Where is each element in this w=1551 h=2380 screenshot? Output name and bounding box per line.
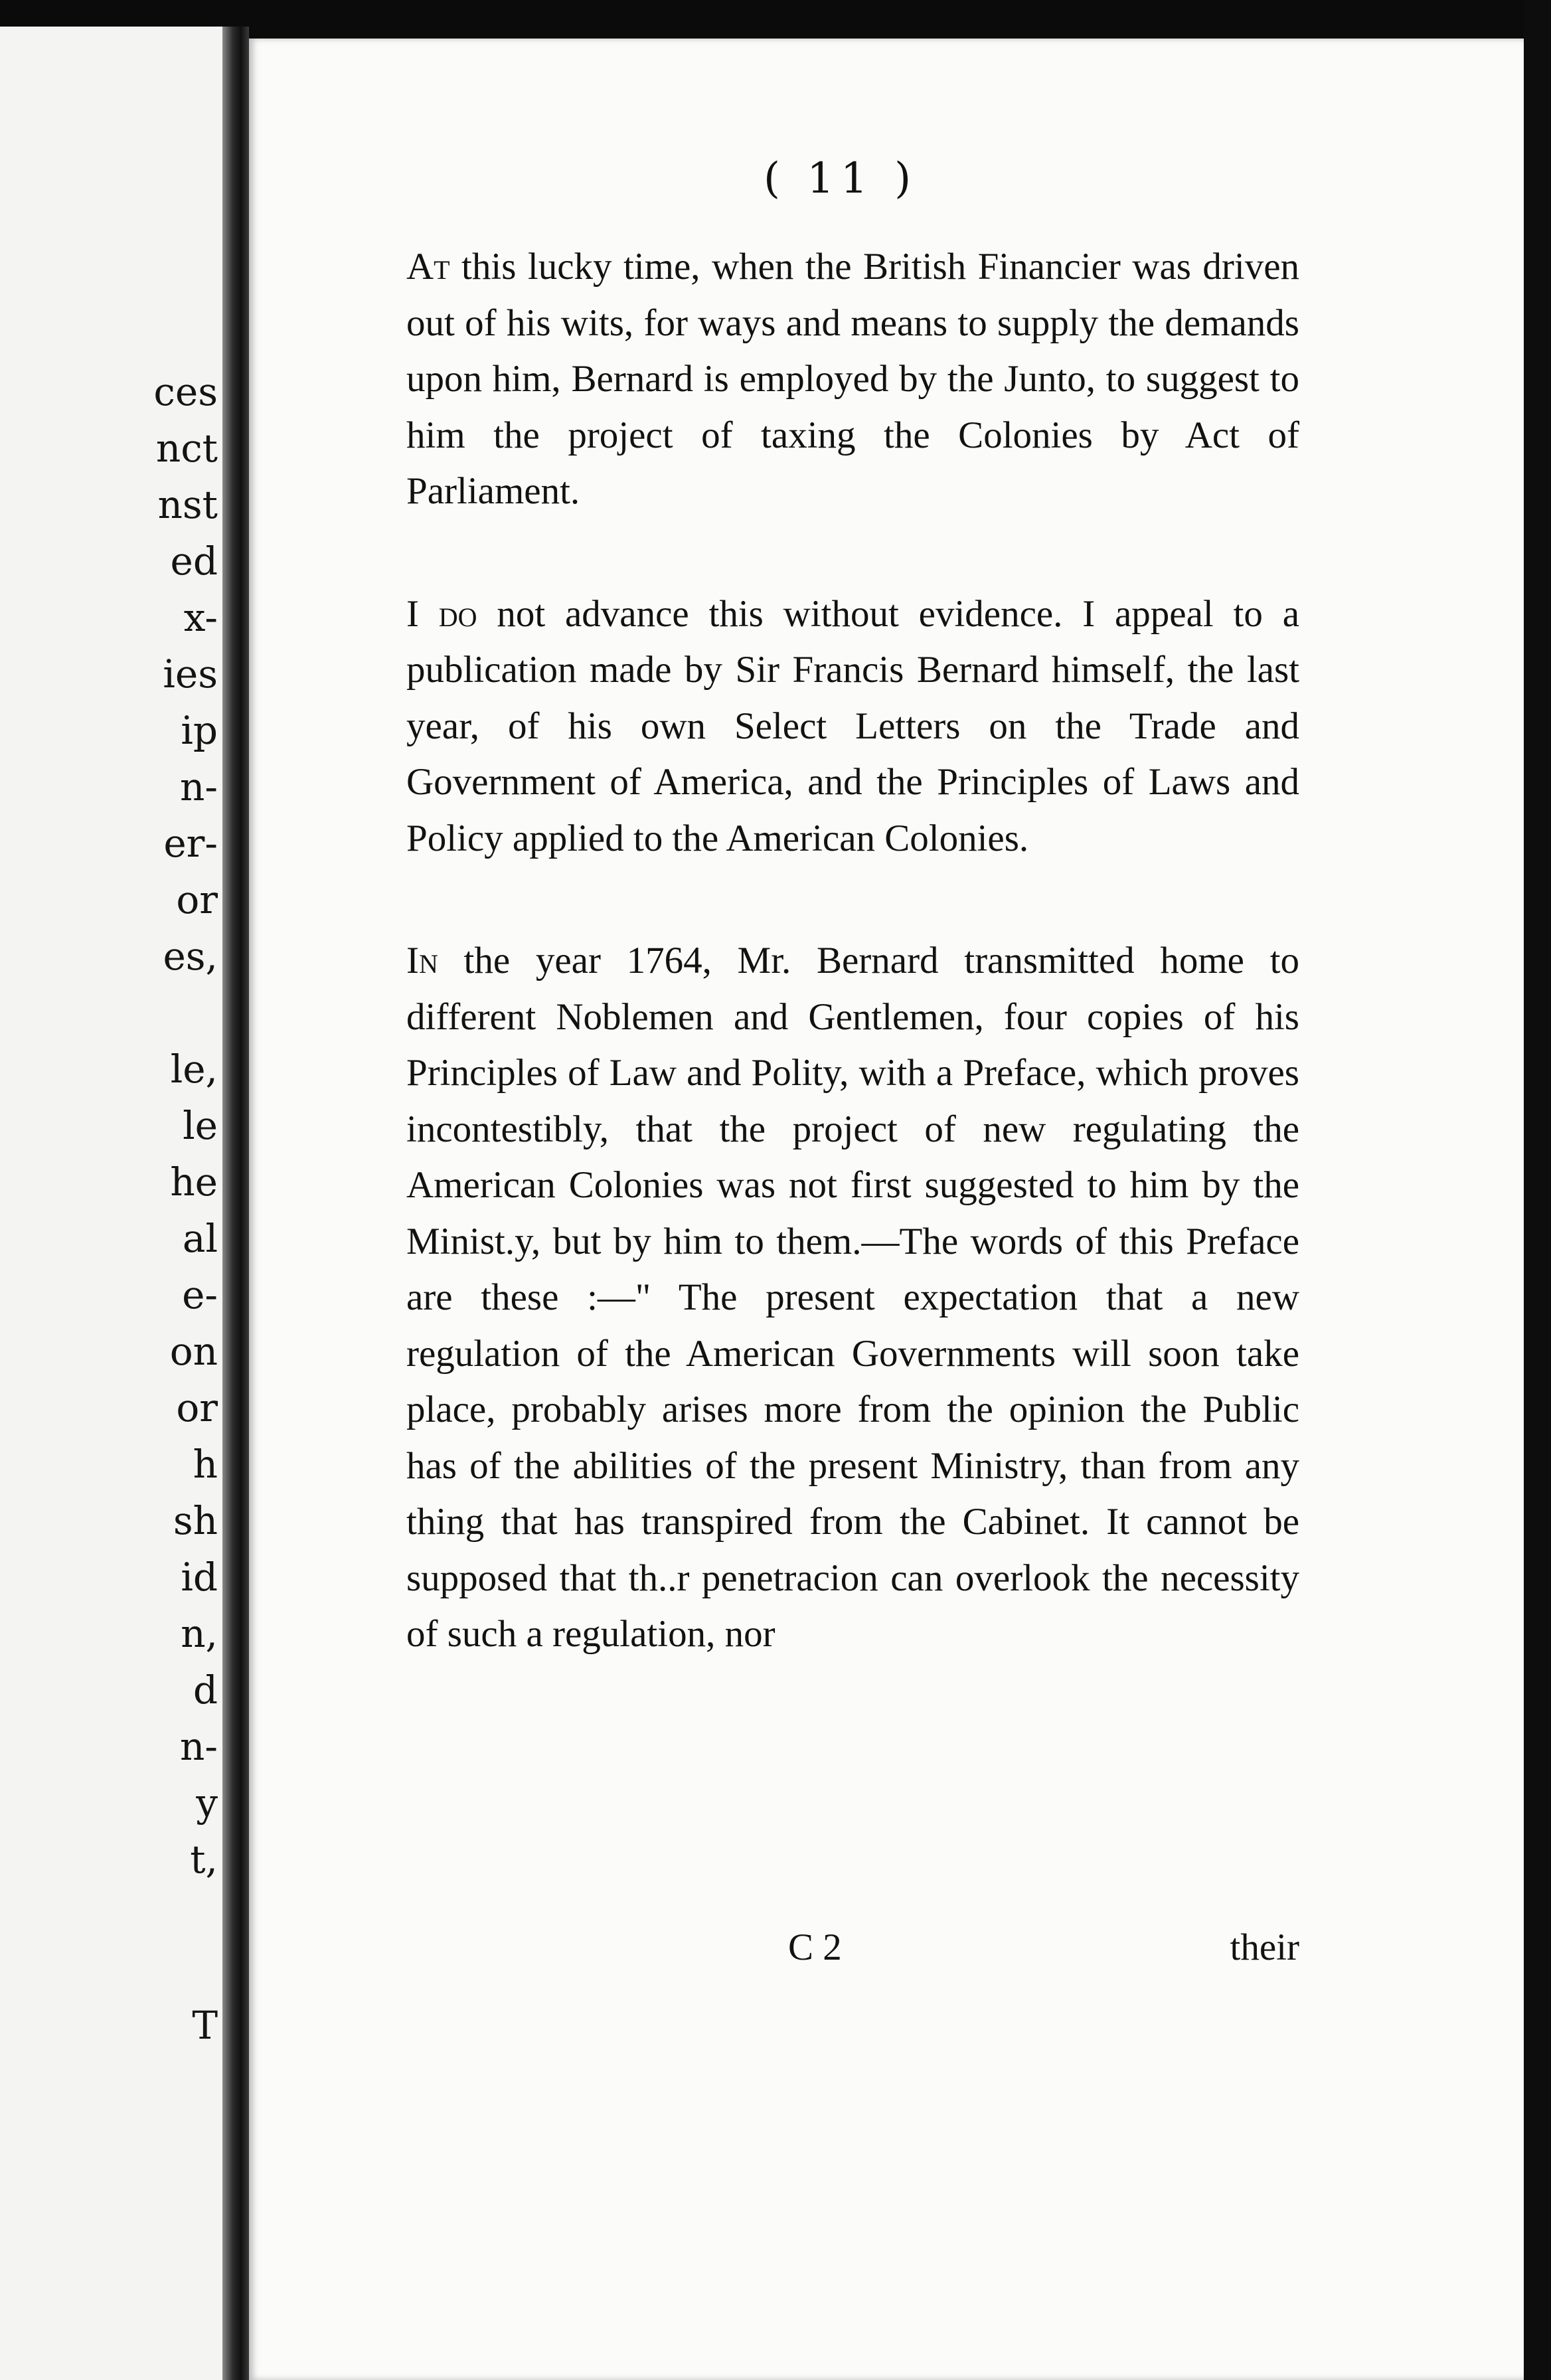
paragraph-text: the year 1764, Mr. Bernard transmitted home to different Noblemen and Gentlemen, four copies of his Principles of Law and Polity, with a Preface, which proves incontestibly, that the project of new regulating the American Colonies was not first suggested to him by the Minist.y, but by him to them.—The words of this Preface are these :—" The present expectation that a new regulation of the American Governments will soon take place, probably arises more from the opinion the Public has of the abilities of the present Ministry, than from any thing that has transpired from the Cabinet. It cannot be supposed that th..r penetracion can overlook the necessity of such a regulation, nor bbox=[406, 940, 1299, 1655]
left-page-text-fragment: le, bbox=[170, 1047, 218, 1092]
paragraph-text: not advance this without evidence. I appeal to a publication made by Sir Francis Bernard himself, the last year, of his own Select Letters on the Trade and Government of America, and the Principles of Laws and Policy applied to the American Colonies. bbox=[406, 592, 1299, 859]
paragraph-lead: I do bbox=[406, 592, 477, 635]
paragraph-2 bbox=[406, 586, 1299, 867]
page-footer bbox=[406, 1926, 1299, 1979]
left-page-text-fragment: x- bbox=[183, 595, 218, 640]
left-page-text-fragment: ces bbox=[153, 369, 218, 414]
left-page-text-fragment: nct bbox=[155, 426, 218, 471]
left-page-text-fragment: nst bbox=[157, 482, 218, 527]
left-page-text-fragment: er- bbox=[163, 821, 218, 866]
left-page-text-fragment: ies bbox=[163, 651, 218, 697]
left-page-text-fragment: id bbox=[181, 1555, 218, 1600]
left-page-text-fragment: or bbox=[176, 1385, 218, 1430]
book-gutter bbox=[222, 27, 249, 2380]
left-page-text-fragment: on bbox=[169, 1329, 218, 1374]
left-page-text-fragment: he bbox=[170, 1159, 218, 1205]
left-page-fragment bbox=[0, 27, 232, 2380]
left-page-text-fragment: ed bbox=[170, 539, 218, 584]
catchword: their bbox=[1230, 1926, 1299, 1968]
left-page-text-fragment: t, bbox=[190, 1837, 218, 1882]
paragraph-lead: In bbox=[406, 940, 438, 981]
left-page-text-fragment: T bbox=[192, 2003, 218, 2048]
left-page-text-fragment: h bbox=[193, 1442, 218, 1487]
left-page-text-fragment: e- bbox=[182, 1272, 218, 1318]
paragraph-lead: At bbox=[406, 246, 450, 288]
left-page-text-fragment: y bbox=[196, 1780, 218, 1826]
right-page-edge bbox=[1524, 0, 1551, 2380]
left-page-text-fragment: d bbox=[193, 1667, 218, 1713]
left-page-text-fragment: es, bbox=[163, 934, 218, 979]
left-page-text-fragment: le bbox=[183, 1103, 218, 1148]
left-page-text-fragment: or bbox=[176, 877, 218, 922]
signature-mark: C 2 bbox=[788, 1926, 842, 1968]
left-page-text-fragment: al bbox=[182, 1216, 218, 1261]
left-page-text-fragment: n- bbox=[180, 1724, 218, 1769]
page-number-header: ( 11 ) bbox=[764, 154, 918, 203]
paragraph-3 bbox=[406, 933, 1299, 1663]
left-page-text-fragment: sh bbox=[173, 1498, 218, 1543]
paragraph-1 bbox=[406, 239, 1299, 520]
body-text bbox=[406, 239, 1299, 1663]
left-page-text-fragment: n- bbox=[180, 764, 218, 809]
left-page-text-fragment: n, bbox=[181, 1611, 218, 1656]
left-page-text-fragment: ip bbox=[181, 708, 218, 753]
paragraph-text: this lucky time, when the British Financier was driven out of his wits, for ways and means to supply the demands upon him, Bernard is employed by the Junto, to suggest to him the project of taxing the Colonies by Act of Parliament. bbox=[406, 246, 1299, 512]
